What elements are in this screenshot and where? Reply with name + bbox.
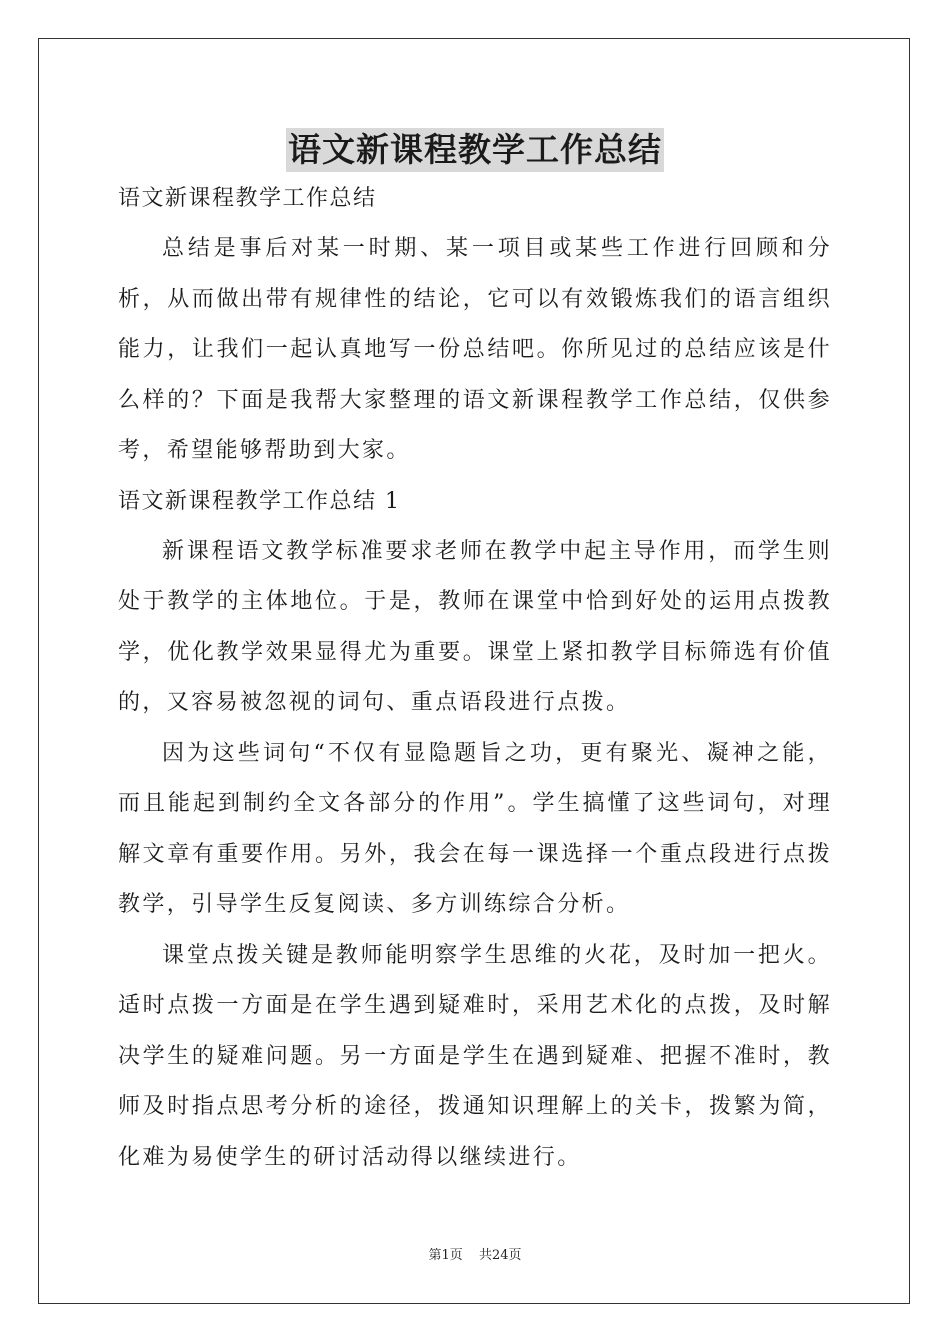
intro-paragraph: 总结是事后对某一时期、某一项目或某些工作进行回顾和分析，从而做出带有规律性的结论，它可以有效锻炼我们的语言组织能力，让我们一起认真地写一份总结吧。你所见过的总结应该是什么样的？下面是我帮大家整理的语文新课程教学工作总结，仅供参考，希望能够帮助到大家。 xyxy=(118,236,832,463)
body-paragraph: 新课程语文教学标准要求老师在教学中起主导作用，而学生则处于教学的主体地位。于是，教师在课堂中恰到好处的运用点拨教学，优化教学效果显得尤为重要。课堂上紧扣教学目标筛选有价值的，又容易被忽视的词句、重点语段进行点拨。 xyxy=(118,538,832,715)
page-footer xyxy=(0,1244,950,1263)
document-subtitle: 语文新课程教学工作总结 xyxy=(118,186,377,211)
title-container xyxy=(0,128,950,172)
body-paragraph: 因为这些词句“不仅有显隐题旨之功，更有聚光、凝神之能，而且能起到制约全文各部分的作用”。学生搞懂了这些词句，对理解文章有重要作用。另外，我会在每一课选择一个重点段进行点拨教学，引导学生反复阅读、多方训练综合分析。 xyxy=(118,740,832,917)
page-number-current: 第1页 xyxy=(428,1248,463,1263)
body-paragraph: 课堂点拨关键是教师能明察学生思维的火花，及时加一把火。适时点拨一方面是在学生遇到疑难时，采用艺术化的点拨，及时解决学生的疑难问题。另一方面是学生在遇到疑难、把握不准时，教师及时指点思考分析的途径，拨通知识理解上的关卡，拨繁为简，化难为易使学生的研讨活动得以继续进行。 xyxy=(118,942,832,1170)
page-number-total: 共24页 xyxy=(478,1248,522,1263)
section-heading: 语文新课程教学工作总结 1 xyxy=(118,488,401,514)
document-body xyxy=(118,178,832,1183)
document-title: 语文新课程教学工作总结 xyxy=(286,128,664,172)
